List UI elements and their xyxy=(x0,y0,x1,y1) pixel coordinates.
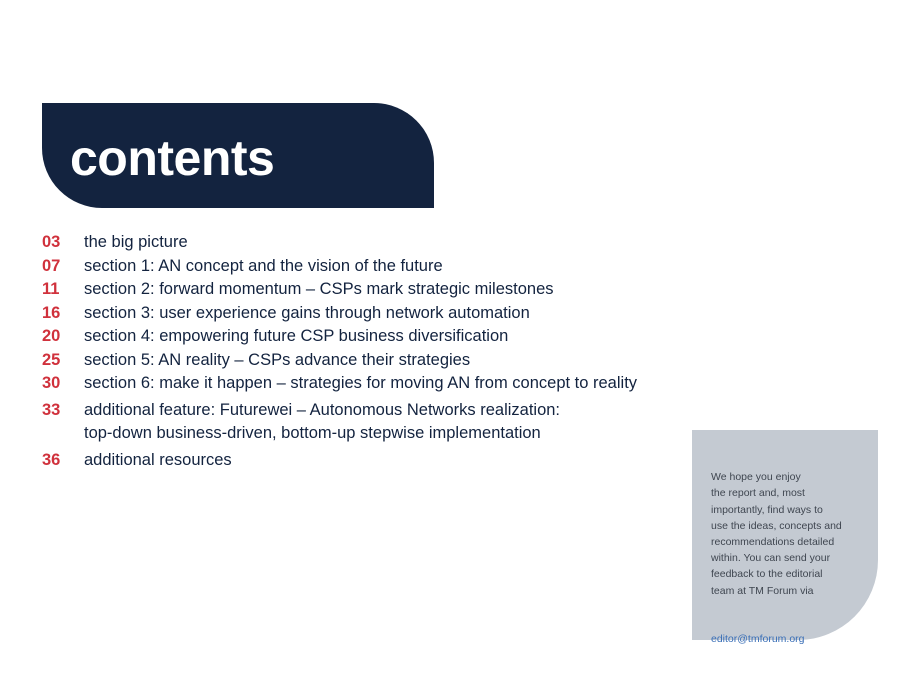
toc-item[interactable] xyxy=(42,399,762,446)
toc-page-number: 36 xyxy=(42,450,61,469)
toc-entry-title[interactable]: section 6: make it happen – strategies for moving AN from concept to reality xyxy=(84,374,638,392)
toc-item[interactable] xyxy=(42,255,762,279)
toc-item[interactable] xyxy=(42,278,762,302)
toc-entry-title[interactable]: section 3: user experience gains through network automation xyxy=(84,303,530,322)
toc-page-number: 03 xyxy=(42,233,61,251)
toc-item[interactable] xyxy=(42,325,762,349)
toc-page-number: 25 xyxy=(42,350,61,369)
toc-page-number: 33 xyxy=(42,400,61,419)
table-of-contents xyxy=(42,231,762,472)
page-title: contents xyxy=(70,130,275,186)
toc-item[interactable] xyxy=(42,302,762,326)
toc-page-number: 11 xyxy=(42,280,60,298)
toc-item[interactable] xyxy=(42,449,762,473)
toc-entry-title[interactable]: section 1: AN concept and the vision of the future xyxy=(84,256,443,275)
toc-item[interactable] xyxy=(42,349,762,373)
toc-entry-title[interactable]: the big picture xyxy=(84,233,188,251)
feedback-note-text: We hope you enjoy the report and, most importantly, find ways to use the ideas, concepts and recommendations detailed within. You can send your feedback to the editorial team at TM Forum via xyxy=(711,471,842,597)
toc-entry-title[interactable]: section 4: empowering future CSP business diversification xyxy=(84,327,509,345)
toc-entry-title[interactable]: section 2: forward momentum – CSPs mark strategic milestones xyxy=(84,280,554,298)
toc-page-number: 20 xyxy=(42,327,61,345)
editor-email-link[interactable]: editor@tmforum.org xyxy=(711,633,805,646)
feedback-note xyxy=(711,453,867,647)
toc-page-number: 30 xyxy=(42,374,61,392)
toc-item[interactable] xyxy=(42,372,762,396)
toc-entry-title[interactable]: additional feature: Futurewei – Autonomous Networks realization: top-down business-driven, bottom-up stepwise implementation xyxy=(84,400,561,442)
toc-page-number: 16 xyxy=(42,303,61,322)
toc-entry-title[interactable]: additional resources xyxy=(84,450,232,469)
toc-page-number: 07 xyxy=(42,256,61,275)
toc-entry-title[interactable]: section 5: AN reality – CSPs advance their strategies xyxy=(84,350,471,369)
toc-item[interactable] xyxy=(42,231,762,255)
